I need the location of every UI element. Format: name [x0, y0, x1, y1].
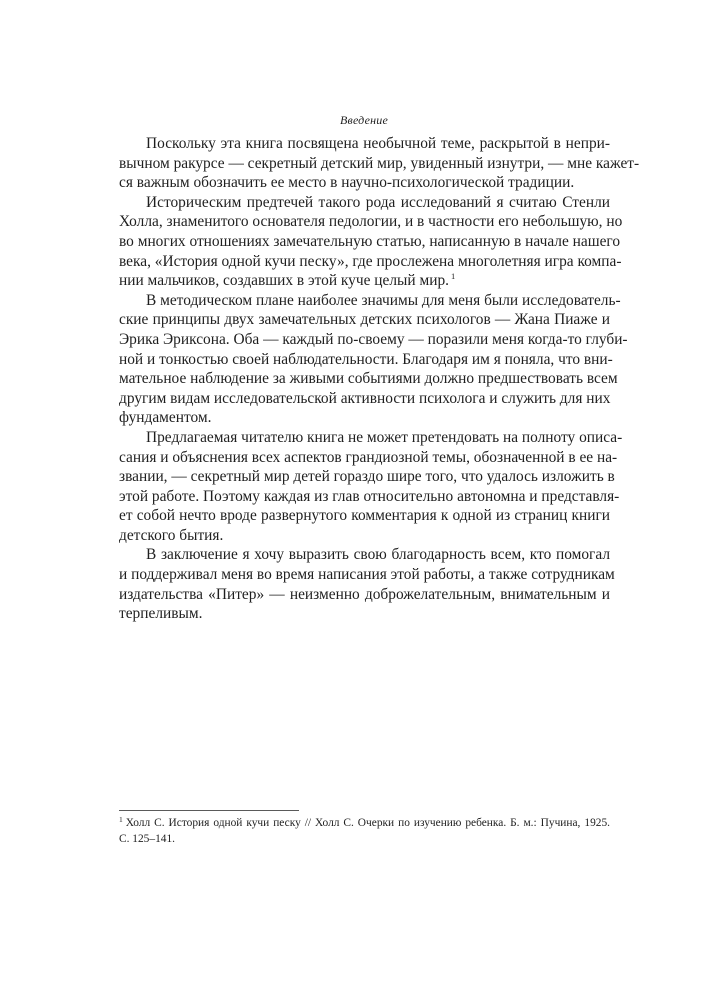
- text-line: ной и тонкостью своей наблюдательности. Благодаря им я поняла, что вни-: [119, 350, 613, 368]
- footnote-number: 1: [119, 815, 123, 824]
- text-line: Холла, знаменитого основателя педологии, и в частности его небольшую, но: [119, 213, 623, 231]
- text-line: во многих отношениях замечательную статью, написанную в начале нашего: [119, 232, 621, 250]
- text-line: Поскольку эта книга посвящена необычной теме, раскрытой в непри-: [146, 135, 610, 152]
- text-line: и поддерживал меня во время написания этой работы, а также сотрудникам: [119, 566, 615, 584]
- text-line: вычном ракурсе — секретный детский мир, увиденный изнутри, — мне кажет-: [119, 154, 640, 172]
- footnote-reference[interactable]: 1: [451, 271, 456, 282]
- text-line: Эрика Эриксона. Оба — каждый по-своему — поразили меня когда-то глуби-: [119, 330, 628, 348]
- text-line: века, «История одной кучи песку», где прослежена многолетняя игра компа-: [119, 252, 622, 270]
- text-line: этой работе. Поэтому каждая из глав относительно автономна и представля-: [119, 487, 620, 505]
- footnote: [119, 815, 610, 847]
- text-line: терпеливым.: [119, 605, 203, 623]
- text-line: ские принципы двух замечательных детских психологов — Жана Пиаже и: [119, 311, 610, 329]
- text-line: ся важным обозначить ее место в научно-психологической традиции.: [119, 174, 575, 192]
- paragraph-1: [119, 134, 640, 193]
- footnote-line-with-number: [119, 815, 610, 831]
- text-line: сания и объяснения всех аспектов грандиозной темы, обозначенной в ее на-: [119, 448, 618, 466]
- text-line: В методическом плане наиболее значимы для меня были исследователь-: [146, 291, 621, 309]
- text-line: ет собой нечто вроде развернутого комментария к одной из страниц книги: [119, 507, 610, 525]
- page-header-title: Введение: [340, 113, 388, 127]
- footnote-text-line: Холл С. История одной кучи песку // Холл С. Очерки по изучению ребенка. Б. м.: Пучина, 1925.: [125, 817, 610, 829]
- text-line: нии мальчиков, создавших в этой куче целый мир.: [119, 272, 449, 290]
- text-line: детского бытия.: [119, 526, 224, 544]
- paragraph-3: [119, 291, 628, 428]
- text-line: издательства «Питер» — неизменно доброжелательным, внимательным и: [119, 585, 610, 603]
- paragraph-5: [119, 545, 615, 623]
- paragraph-4: [119, 428, 623, 546]
- body-text: [119, 134, 640, 624]
- paragraph-2: [119, 193, 623, 291]
- text-line: В заключение я хочу выразить свою благодарность всем, кто помогал: [146, 546, 610, 564]
- footnote-divider: [119, 810, 299, 811]
- text-line: звании, — секретный мир детей гораздо шире того, что удалось изложить в: [119, 468, 615, 486]
- footnote-text-line: С. 125–141.: [119, 833, 176, 845]
- text-line: Предлагаемая читателю книга не может претендовать на полноту описа-: [146, 428, 623, 446]
- text-line: другим видам исследовательской активности психолога и служить для них: [119, 389, 611, 407]
- text-line-with-note: [119, 271, 610, 291]
- text-line: фундаментом.: [119, 409, 212, 427]
- text-line: мательное наблюдение за живыми событиями должно предшествовать всем: [119, 370, 618, 388]
- text-line: Историческим предтечей такого рода исследований я считаю Стенли: [146, 193, 610, 211]
